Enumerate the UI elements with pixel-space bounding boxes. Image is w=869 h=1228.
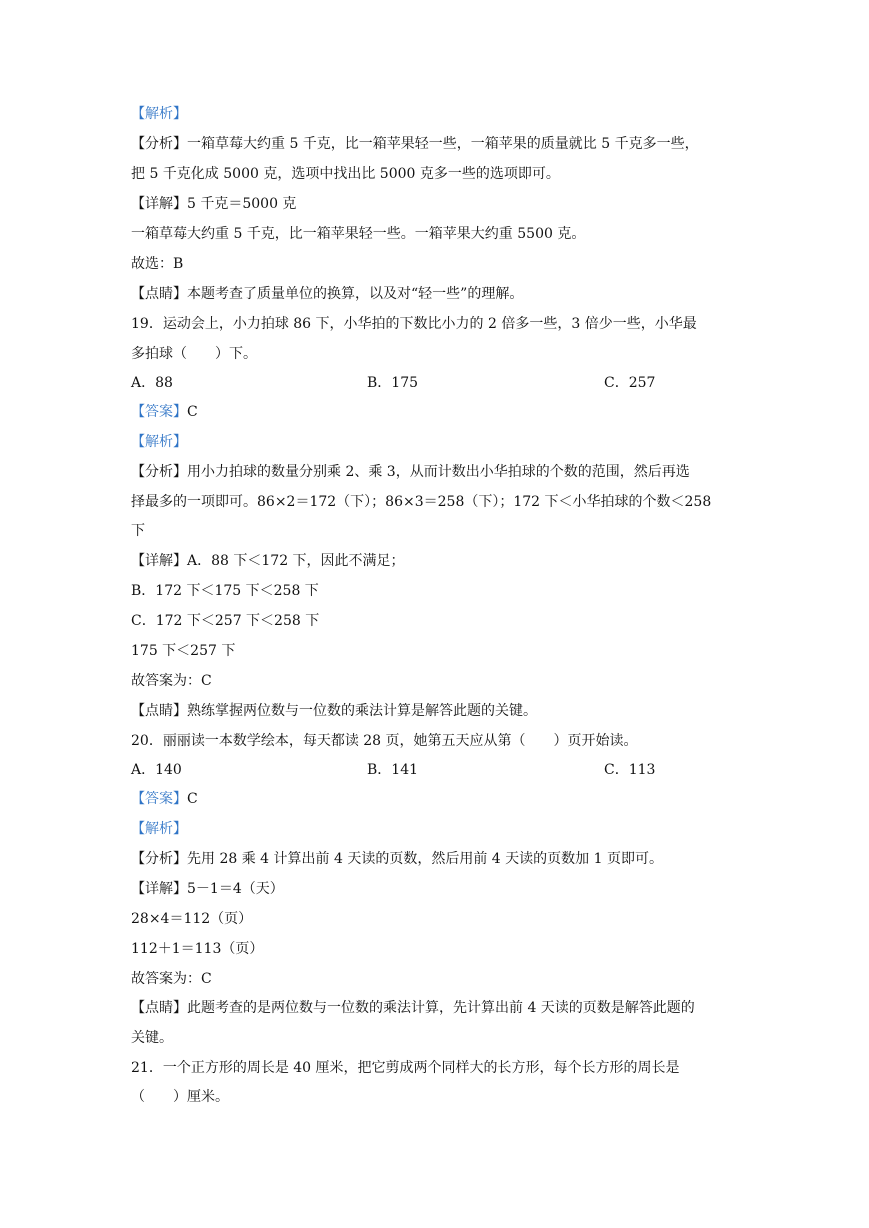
q20-xiangjie-line-1 [131, 879, 751, 899]
q19-fenxi-line-2: 择最多的一项即可。86×2＝172（下）；86×3＝258（下）；172 下＜小华拍球的个数＜258 [131, 494, 712, 510]
q18-dianjing-line [131, 284, 751, 304]
q18-fenxi-tag: 【分析】 [131, 136, 187, 152]
q19-xiangjie-tag: 【详解】 [131, 553, 187, 569]
q20-fenxi-text-1: 先用 28 乘 4 计算出前 4 天读的页数，然后用前 4 天读的页数加 1 页即可。 [187, 851, 663, 867]
q20-fenxi-line-1 [131, 849, 751, 869]
q19-xiangjie-line-2: B．172 下＜175 下＜258 下 [131, 583, 319, 599]
q20-xiangjie-line-3: 112＋1＝113（页） [131, 941, 264, 957]
q19-fenxi-tag: 【分析】 [131, 464, 187, 480]
q19-dianjing-tag: 【点睛】 [131, 703, 187, 719]
q20-stem-line-1: 20．丽丽读一本数学绘本，每天都读 28 页，她第五天应从第（ ）页开始读。 [131, 733, 638, 749]
q19-option-c: C．257 [604, 375, 656, 391]
q19-xiangjie-line-4: 175 下＜257 下 [131, 643, 236, 659]
q19-option-a: A．88 [131, 375, 173, 391]
q20-xiangjie-text-1: 5－1＝4（天） [187, 881, 284, 897]
q19-xiangjie-text-1: A．88 下＜172 下，因此不满足； [187, 553, 405, 569]
q20-fenxi-tag: 【分析】 [131, 851, 187, 867]
q19-stem-line-1: 19．运动会上，小力拍球 86 下，小华拍的下数比小力的 2 倍多一些，3 倍少一些，小华最 [131, 316, 697, 332]
q20-jiexi-label: 【解析】 [131, 821, 187, 837]
q19-fenxi-line-1 [131, 462, 751, 482]
q18-answer-line: 故选：B [131, 256, 184, 272]
q19-xiangjie-line-3: C．172 下＜257 下＜258 下 [131, 613, 320, 629]
q19-stem-line-2: 多拍球（ ）下。 [131, 346, 257, 362]
q20-answer-line: 故答案为：C [131, 971, 212, 987]
q19-daan-line [131, 402, 751, 422]
q19-dianjing-text: 熟练掌握两位数与一位数的乘法计算是解答此题的关键。 [187, 703, 537, 719]
q18-jiexi-label: 【解析】 [131, 106, 187, 122]
q20-option-b: B．141 [367, 762, 419, 778]
q19-option-b: B．175 [367, 375, 419, 391]
q20-daan-tag: 【答案】 [131, 791, 187, 807]
q20-dianjing-line-2: 关键。 [131, 1030, 173, 1046]
q18-fenxi-text-1: 一箱草莓大约重 5 千克，比一箱苹果轻一些，一箱苹果的质量就比 5 千克多一些， [187, 136, 699, 152]
q20-daan-value: C [187, 791, 198, 807]
q20-option-c: C．113 [604, 762, 656, 778]
q20-daan-line [131, 789, 751, 809]
q18-fenxi-line-1 [131, 134, 751, 154]
q18-xiangjie-line-1 [131, 194, 751, 214]
q20-xiangjie-line-2: 28×4＝112（页） [131, 911, 253, 927]
q19-fenxi-line-3: 下 [131, 523, 145, 539]
q19-daan-value: C [187, 404, 198, 420]
q18-fenxi-line-2: 把 5 千克化成 5000 克，选项中找出比 5000 克多一些的选项即可。 [131, 166, 560, 182]
q19-xiangjie-line-1 [131, 551, 751, 571]
q18-xiangjie-line-2: 一箱草莓大约重 5 千克，比一箱苹果轻一些。一箱苹果大约重 5500 克。 [131, 226, 586, 242]
q19-dianjing-line [131, 701, 751, 721]
q18-dianjing-text: 本题考查了质量单位的换算，以及对“轻一些”的理解。 [187, 286, 524, 302]
q20-dianjing-line-1 [131, 998, 751, 1018]
q18-xiangjie-tag: 【详解】 [131, 196, 187, 212]
q19-daan-tag: 【答案】 [131, 404, 187, 420]
q20-dianjing-tag: 【点睛】 [131, 1000, 187, 1016]
q18-dianjing-tag: 【点睛】 [131, 286, 187, 302]
q18-xiangjie-text-1: 5 千克＝5000 克 [187, 196, 297, 212]
q20-dianjing-text-1: 此题考查的是两位数与一位数的乘法计算，先计算出前 4 天读的页数是解答此题的 [187, 1000, 695, 1016]
q21-stem-line-1: 21．一个正方形的周长是 40 厘米，把它剪成两个同样大的长方形，每个长方形的周长是 [131, 1060, 680, 1076]
q19-answer-line: 故答案为：C [131, 673, 212, 689]
q20-xiangjie-tag: 【详解】 [131, 881, 187, 897]
q21-stem-line-2: （ ）厘米。 [131, 1089, 229, 1105]
q20-option-a: A．140 [131, 762, 182, 778]
q19-fenxi-text-1: 用小力拍球的数量分别乘 2、乘 3，从而计数出小华拍球的个数的范围，然后再选 [187, 464, 690, 480]
q19-jiexi-label: 【解析】 [131, 434, 187, 450]
